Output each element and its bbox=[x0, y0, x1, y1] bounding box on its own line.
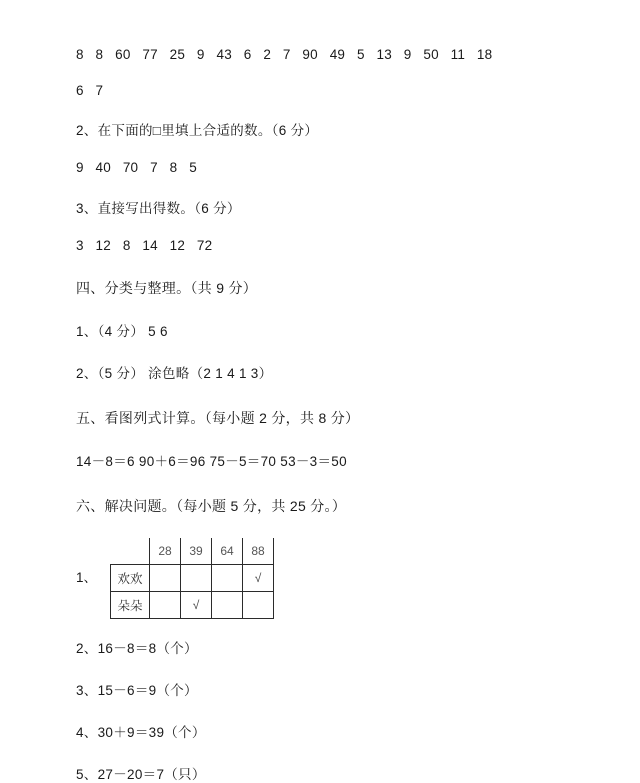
answer-table bbox=[110, 538, 274, 619]
section5-answers: 14－8＝6 90＋6＝96 75－5＝70 53－3＝50 bbox=[76, 454, 347, 469]
table-cell-1-2 bbox=[181, 565, 212, 592]
answer-row-4: 3 12 8 14 12 72 bbox=[76, 237, 213, 253]
answer-row-1: 8 8 60 77 25 9 43 6 2 7 90 49 5 13 9 50 11 18 bbox=[76, 47, 493, 62]
table-row bbox=[111, 565, 274, 592]
answer-6-5: 5、27－20＝7（只） bbox=[76, 767, 206, 782]
answer-6-3: 3、15－6＝9（个） bbox=[76, 683, 198, 698]
table-col-header-3: 64 bbox=[212, 538, 243, 565]
table-cell-2-3 bbox=[212, 592, 243, 619]
section-heading-6: 六、解决问题。（每小题 5 分，共 25 分。） bbox=[76, 498, 347, 514]
table-cell-2-1 bbox=[150, 592, 181, 619]
section-heading-5: 五、看图列式计算。（每小题 2 分，共 8 分） bbox=[76, 410, 360, 426]
table-col-header-2: 39 bbox=[181, 538, 212, 565]
answer-table-block bbox=[76, 538, 568, 619]
table-cell-1-4: √ bbox=[243, 565, 274, 592]
answer-row-3: 9 40 70 7 8 5 bbox=[76, 160, 197, 175]
table-header-row bbox=[111, 538, 274, 565]
table-cell-1-3 bbox=[212, 565, 243, 592]
table-cell-1-1 bbox=[150, 565, 181, 592]
table-corner-cell bbox=[111, 538, 150, 565]
table-cell-2-4 bbox=[243, 592, 274, 619]
section4-item-2: 2、（5 分） 涂色略（2 1 4 1 3） bbox=[76, 366, 273, 381]
section-heading-4: 四、分类与整理。（共 9 分） bbox=[76, 280, 258, 296]
table-row bbox=[111, 592, 274, 619]
answer-row-2: 6 7 bbox=[76, 82, 104, 98]
answer-6-2: 2、16－8＝8（个） bbox=[76, 641, 198, 656]
table-col-header-4: 88 bbox=[243, 538, 274, 565]
question-3: 3、直接写出得数。（6 分） bbox=[76, 200, 241, 216]
question-2: 2、在下面的□里填上合适的数。（6 分） bbox=[76, 123, 319, 138]
table-index-label: 1、 bbox=[76, 570, 98, 585]
table-col-header-1: 28 bbox=[150, 538, 181, 565]
table-row-label-2: 朵朵 bbox=[111, 592, 150, 619]
section4-item-1: 1、（4 分） 5 6 bbox=[76, 324, 168, 339]
table-row-label-1: 欢欢 bbox=[111, 565, 150, 592]
answer-6-4: 4、30＋9＝39（个） bbox=[76, 725, 206, 740]
table-cell-2-2: √ bbox=[181, 592, 212, 619]
